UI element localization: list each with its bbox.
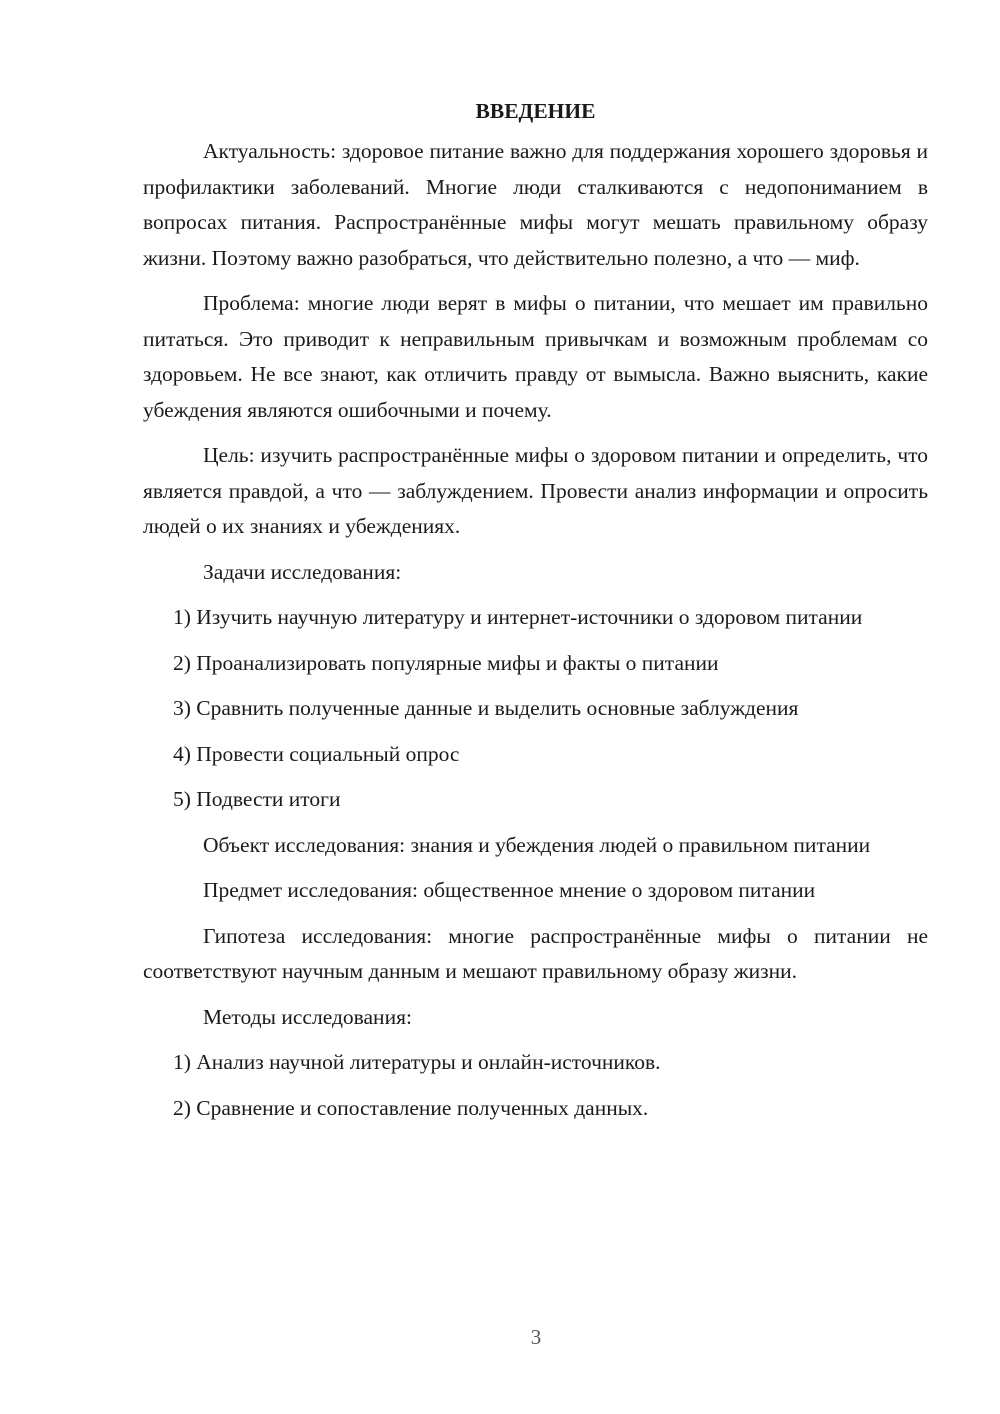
method-item: 2) Сравнение и сопоставление полученных данных. <box>173 1095 649 1120</box>
object-paragraph: Объект исследования: знания и убеждения людей о правильном питании <box>203 832 871 857</box>
task-item: 1) Изучить научную литературу и интернет-источники о здоровом питании <box>173 605 863 629</box>
task-item: 3) Сравнить полученные данные и выделить основные заблуждения <box>173 696 799 720</box>
hypothesis-paragraph: Гипотеза исследования: многие распространённые мифы о питании не соответствуют научным данным и мешают правильному образу жизни. <box>143 923 928 983</box>
task-item: 5) Подвести итоги <box>173 787 341 811</box>
problem-paragraph: Проблема: многие люди верят в мифы о питании, что мешает им правильно питаться. Это приводит к неправильным привычкам и возможным проблемам со здоровьем. Не все знают, как отличить правду от вымысла. Важно выяснить, какие убеждения являются ошибочными и почему. <box>143 291 928 422</box>
tasks-heading: Задачи исследования: <box>203 559 402 584</box>
goal-paragraph: Цель: изучить распространённые мифы о здоровом питании и определить, что является правдой, а что — заблуждением. Провести анализ информации и опросить людей о их знаниях и убеждениях. <box>143 443 928 538</box>
task-item: 4) Провести социальный опрос <box>173 741 460 766</box>
subject-paragraph: Предмет исследования: общественное мнение о здоровом питании <box>203 878 816 902</box>
relevance-paragraph: Актуальность: здоровое питание важно для поддержания хорошего здоровья и профилактики заболеваний. Многие люди сталкиваются с недопониманием в вопросах питания. Распространённые мифы могут мешать правильному образу жизни. Поэтому важно разобраться, что действительно полезно, а что — миф. <box>143 139 928 270</box>
task-item: 2) Проанализировать популярные мифы и факты о питании <box>173 650 719 675</box>
document-page <box>143 94 928 1136</box>
page-number: 3 <box>530 1325 542 1349</box>
methods-heading: Методы исследования: <box>203 1004 412 1029</box>
page-title: ВВЕДЕНИЕ <box>475 99 596 123</box>
method-item: 1) Анализ научной литературы и онлайн-источников. <box>173 1050 661 1074</box>
